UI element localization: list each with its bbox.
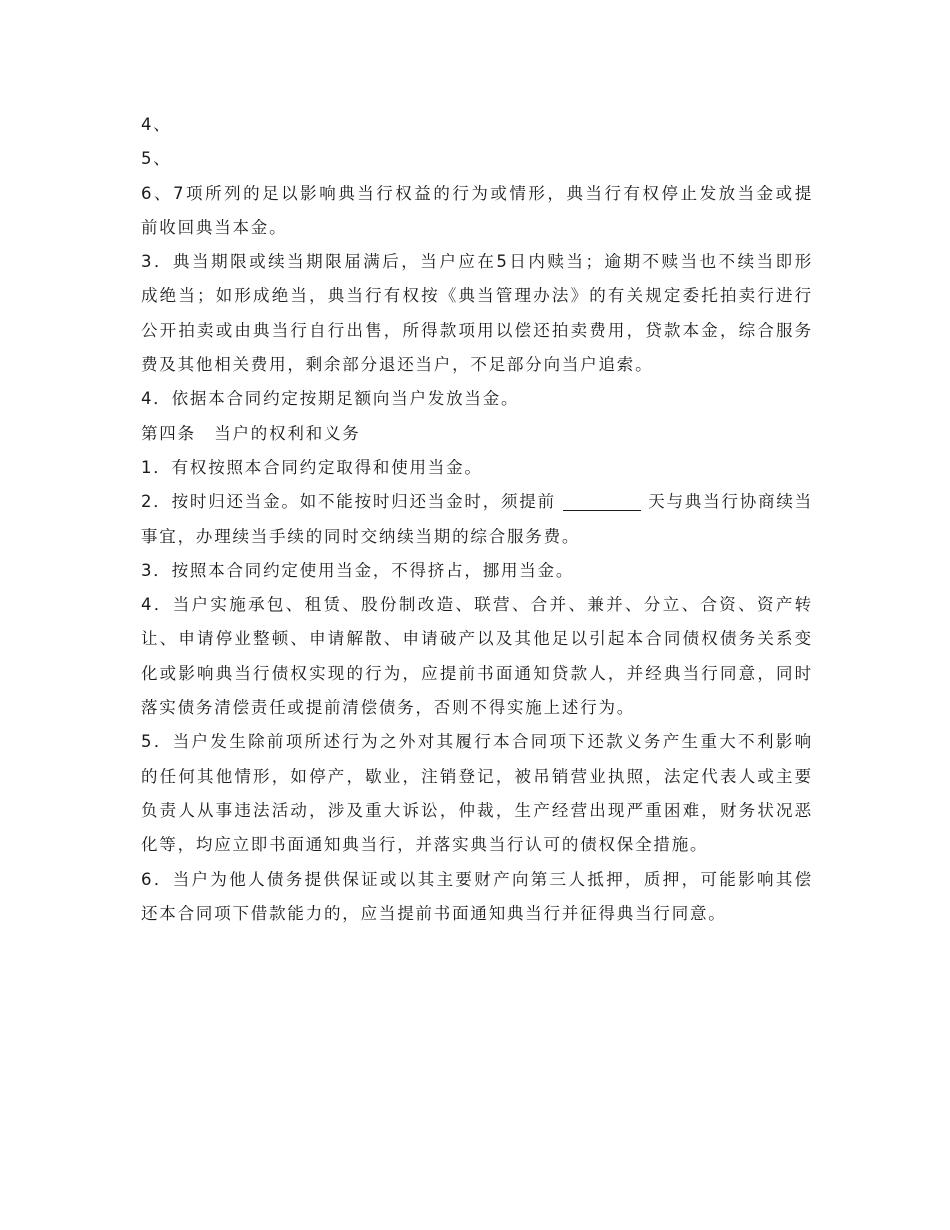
text-line: 事宜，办理续当手续的同时交纳续当期的综合服务费。 — [141, 526, 581, 546]
text-line: 3．典当期限或续当期限届满后，当户应在5日内赎当；逾期不赎当也不续当即形 — [141, 252, 813, 272]
text-line: 5、 — [141, 149, 172, 169]
text-line: 还本合同项下借款能力的，应当提前书面通知典当行并征得典当行同意。 — [141, 903, 727, 923]
text-line: 化或影响典当行债权实现的行为，应提前书面通知贷款人，并经典当行同意，同时 — [141, 663, 813, 683]
text-line: 4．当户实施承包、租赁、股份制改造、联营、合并、兼并、分立、合资、资产转 — [141, 595, 813, 615]
text-line: 让、申请停业整顿、申请解散、申请破产以及其他足以引起本合同债权债务关系变 — [141, 629, 813, 649]
text-line: 前收回典当本金。 — [141, 217, 288, 237]
text-line: 4、 — [141, 115, 172, 134]
text-line: 6、7项所列的足以影响典当行权益的行为或情形，典当行有权停止发放当金或提 — [141, 183, 813, 203]
text-line-with-blank — [141, 485, 813, 519]
text-line: 成绝当；如形成绝当，典当行有权按《典当管理办法》的有关规定委托拍卖行进行 — [141, 286, 813, 306]
text-line: 化等，均应立即书面通知典当行，并落实典当行认可的债权保全措施。 — [141, 835, 709, 855]
text-line: 1．有权按照本合同约定取得和使用当金。 — [141, 457, 483, 477]
text-after-blank: 天与典当行协商续当 — [648, 492, 813, 512]
section-heading: 第四条 当户的权利和义务 — [141, 423, 361, 443]
text-line: 6．当户为他人债务提供保证或以其主要财产向第三人抵押，质押，可能影响其偿 — [141, 869, 813, 889]
text-line: 公开拍卖或由典当行自行出售，所得款项用以偿还拍卖费用，贷款本金，综合服务 — [141, 320, 813, 340]
fill-in-blank — [563, 494, 641, 511]
document-body — [141, 108, 813, 931]
text-line: 落实债务清偿责任或提前清偿债务，否则不得实施上述行为。 — [141, 698, 636, 718]
text-line: 的任何其他情形，如停产，歇业，注销登记，被吊销营业执照，法定代表人或主要 — [141, 766, 813, 786]
text-line: 5．当户发生除前项所述行为之外对其履行本合同项下还款义务产生重大不利影响 — [141, 732, 813, 752]
text-before-blank: 2．按时归还当金。如不能按时归还当金时，须提前 — [141, 492, 556, 512]
text-line: 3．按照本合同约定使用当金，不得挤占，挪用当金。 — [141, 560, 575, 580]
text-line: 负责人从事违法活动，涉及重大诉讼，仲裁，生产经营出现严重困难，财务状况恶 — [141, 800, 813, 820]
text-line: 4．依据本合同约定按期足额向当户发放当金。 — [141, 389, 520, 409]
text-line: 费及其他相关费用，剩余部分退还当户，不足部分向当户追索。 — [141, 355, 654, 375]
